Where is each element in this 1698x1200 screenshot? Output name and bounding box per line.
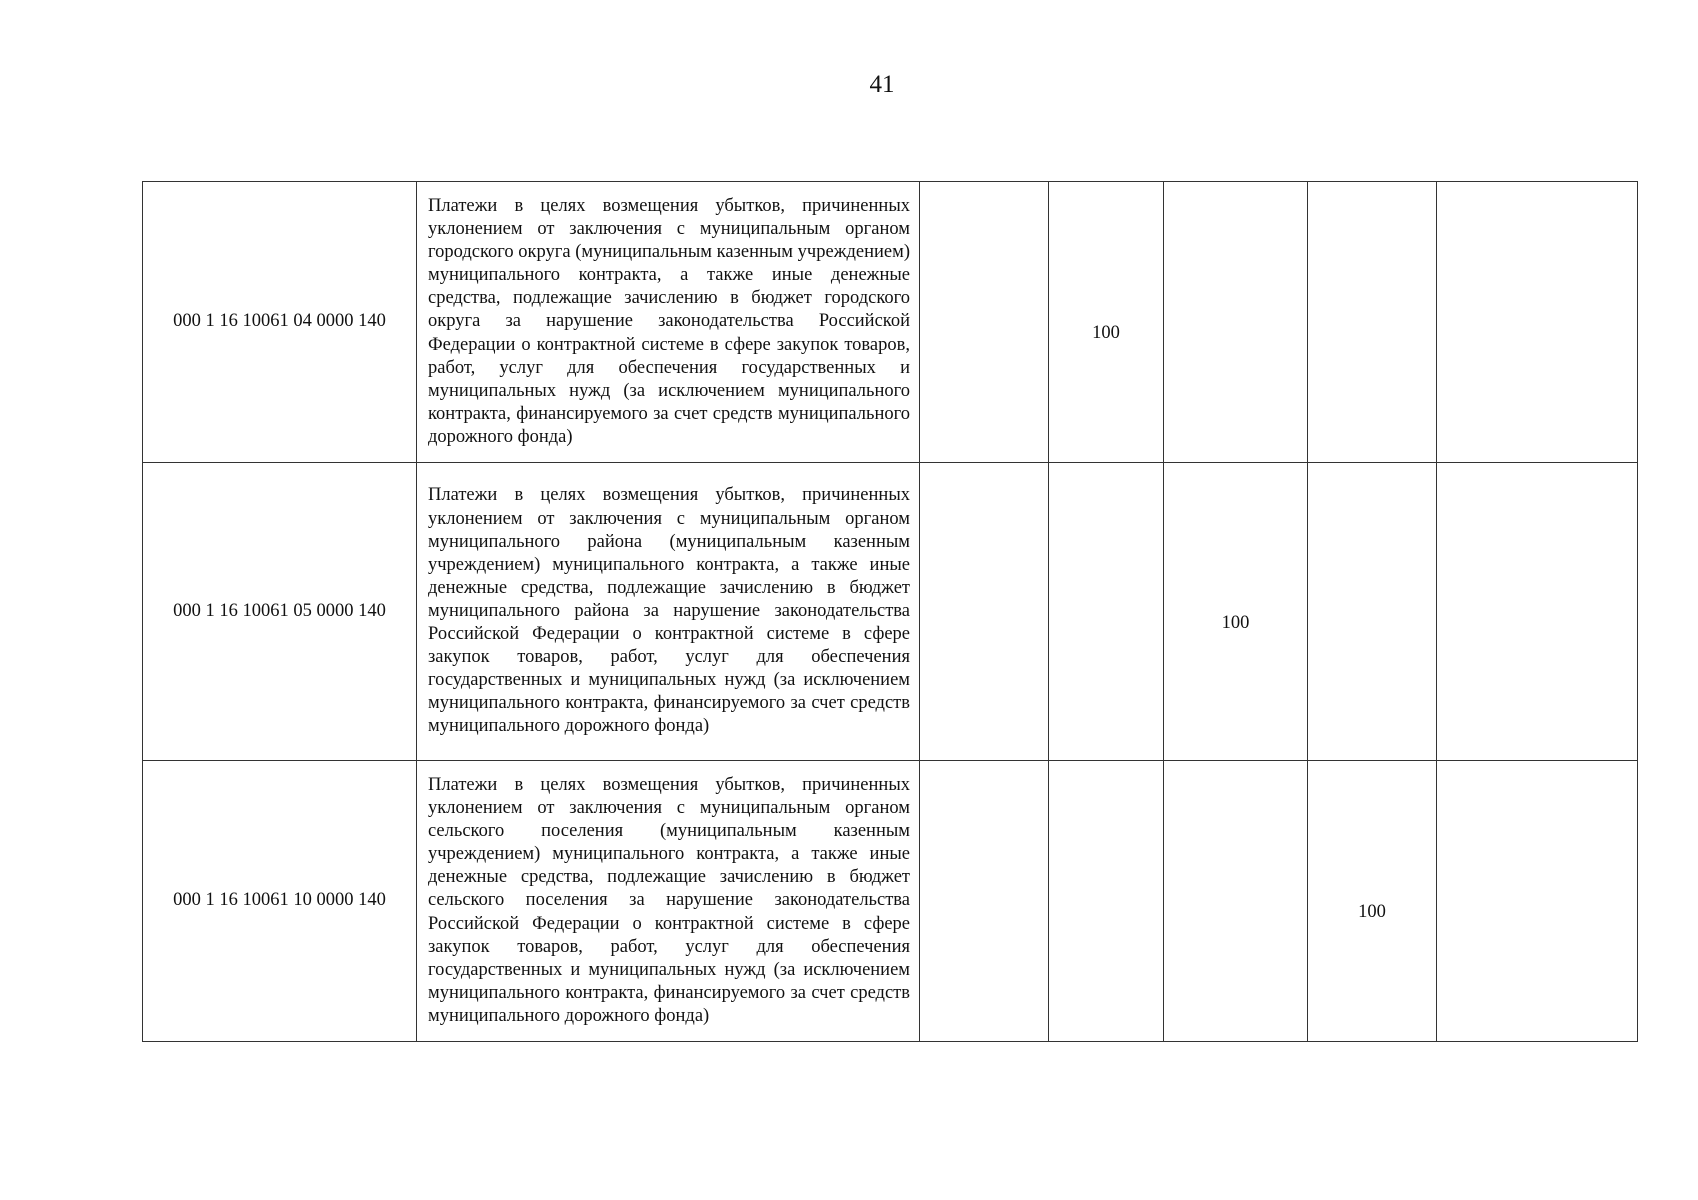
- value-cell-col-6: [1308, 463, 1437, 761]
- value-cell-col-4: [1049, 182, 1164, 463]
- value-cell-col-6: [1308, 182, 1437, 463]
- value-text: 100: [1221, 612, 1250, 633]
- revenue-code-cell: [143, 463, 417, 761]
- value-cell-col-7: [1437, 463, 1638, 761]
- revenue-description: Платежи в целях возмещения убытков, причиненных уклонением от заключения с муниципальным органом муниципального района (муниципальным казенным учреждением) муниципального контракта, а также иные денежные средства, подлежащие зачислению в бюджет муниципального района за нарушение законодательства Российской Федерации о контрактной системе в сфере закупок товаров, работ, услуг для обеспечения государственных и муниципальных нужд (за исключением муниципального контракта, финансируемого за счет средств муниципального дорожного фонда): [428, 485, 910, 737]
- revenue-code-cell: [143, 761, 417, 1042]
- value-cell-col-5: [1164, 182, 1308, 463]
- value-cell-col-5: [1164, 463, 1308, 761]
- revenue-description-cell: [417, 761, 920, 1042]
- value-cell-col-4: [1049, 761, 1164, 1042]
- revenue-code: 000 1 16 10061 05 0000 140: [173, 600, 386, 621]
- value-cell-col-6: [1308, 761, 1437, 1042]
- page-number: 41: [869, 71, 895, 98]
- table-row: [143, 761, 1638, 1042]
- value-cell-col-4: [1049, 463, 1164, 761]
- revenue-description: Платежи в целях возмещения убытков, причиненных уклонением от заключения с муниципальным органом городского округа (муниципальным казенным учреждением) муниципального контракта, а также иные денежные средства, подлежащие зачислению в бюджет городского округа за нарушение законодательства Российской Федерации о контрактной системе в сфере закупок товаров, работ, услуг для обеспечения государственных и муниципальных нужд (за исключением муниципального контракта, финансируемого за счет средств муниципального дорожного фонда): [428, 195, 910, 447]
- value-cell-col-3: [920, 463, 1049, 761]
- value-text: 100: [1358, 902, 1386, 923]
- value-cell-col-3: [920, 182, 1049, 463]
- revenue-description-cell: [417, 182, 920, 463]
- revenue-code-cell: [143, 182, 417, 463]
- revenue-code: 000 1 16 10061 10 0000 140: [173, 890, 386, 911]
- revenue-code: 000 1 16 10061 04 0000 140: [173, 311, 386, 332]
- value-cell-col-7: [1437, 761, 1638, 1042]
- value-cell-col-3: [920, 761, 1049, 1042]
- revenue-description-cell: [417, 463, 920, 761]
- revenue-description: Платежи в целях возмещения убытков, причиненных уклонением от заключения с муниципальным органом сельского поселения (муниципальным казенным учреждением) муниципального контракта, а также иные денежные средства, подлежащие зачислению в бюджет сельского поселения за нарушение законодательства Российской Федерации о контрактной системе в сфере закупок товаров, работ, услуг для обеспечения государственных и муниципальных нужд (за исключением муниципального контракта, финансируемого за счет средств муниципального дорожного фонда): [428, 774, 910, 1026]
- table-row: [143, 182, 1638, 463]
- value-cell-col-5: [1164, 761, 1308, 1042]
- table-row: [143, 463, 1638, 761]
- revenue-table: [142, 181, 1638, 1042]
- value-cell-col-7: [1437, 182, 1638, 463]
- value-text: 100: [1092, 323, 1120, 344]
